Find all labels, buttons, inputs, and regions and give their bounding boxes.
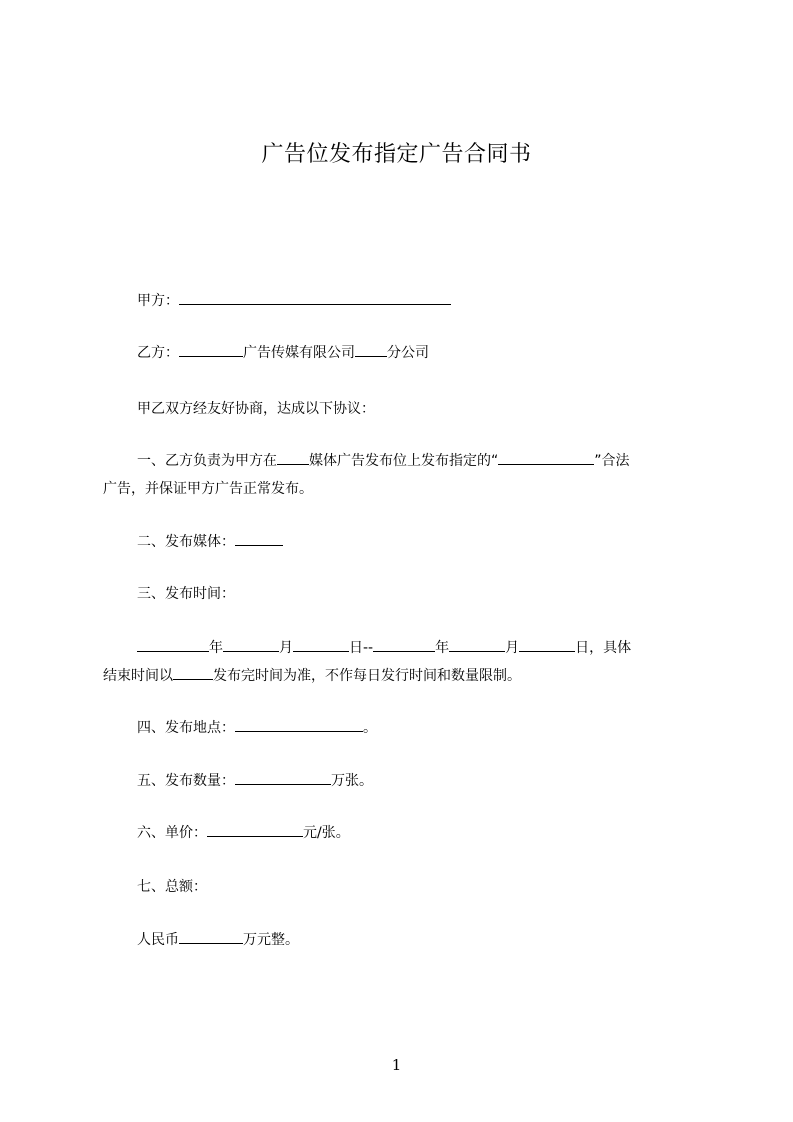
rmb-unit: 万元整。 bbox=[243, 932, 299, 948]
party-b-blank-1 bbox=[179, 342, 243, 357]
clause-5-blank bbox=[235, 770, 331, 785]
rmb-blank bbox=[179, 929, 243, 944]
start-day-blank bbox=[293, 637, 349, 652]
time-cont-2: 发布完时间为准，不作每日发行时间和数量限制。 bbox=[213, 668, 521, 684]
rmb-line bbox=[137, 929, 299, 951]
clause-5-label: 五、发布数量： bbox=[137, 773, 235, 789]
end-month-blank bbox=[449, 637, 505, 652]
clause-4-end: 。 bbox=[363, 720, 377, 736]
document-title: 广告位发布指定广告合同书 bbox=[261, 142, 532, 167]
clause-4-label: 四、发布地点： bbox=[137, 720, 235, 736]
rmb-label: 人民币 bbox=[137, 932, 179, 948]
clause-6-blank bbox=[207, 822, 303, 837]
time-cont-1: 结束时间以 bbox=[103, 668, 173, 684]
party-b-label: 乙方： bbox=[137, 345, 179, 361]
clause-1-part-2: 媒体广告发布位上发布指定的“ bbox=[309, 453, 499, 469]
time-blank-item bbox=[173, 665, 213, 680]
clause-5-unit: 万张。 bbox=[331, 773, 373, 789]
clause-7-label: 七、总额： bbox=[137, 879, 207, 895]
clause-3-label: 三、发布时间： bbox=[137, 586, 235, 602]
clause-1-blank-media bbox=[277, 450, 309, 465]
clause-2 bbox=[137, 531, 283, 553]
clause-1 bbox=[103, 447, 699, 503]
clause-2-blank bbox=[235, 531, 283, 546]
party-a-line bbox=[137, 290, 451, 312]
clause-5 bbox=[137, 770, 373, 792]
clause-2-label: 二、发布媒体： bbox=[137, 534, 235, 550]
end-day-blank bbox=[519, 637, 575, 652]
intro-text: 甲乙双方经友好协商，达成以下协议： bbox=[137, 401, 375, 417]
clause-1-blank-ad bbox=[498, 450, 594, 465]
party-b-branch: 分公司 bbox=[387, 345, 429, 361]
clause-1-part-1: 一、乙方负责为甲方在 bbox=[137, 453, 277, 469]
time-clause bbox=[103, 634, 699, 690]
start-year-blank bbox=[137, 637, 209, 652]
page-number: 1 bbox=[391, 1056, 402, 1074]
end-year-blank bbox=[373, 637, 435, 652]
end-year-label: 年 bbox=[435, 640, 450, 656]
start-day-label: 日-- bbox=[349, 640, 374, 656]
party-b-blank-2 bbox=[355, 342, 387, 357]
party-a-blank bbox=[179, 290, 451, 305]
start-month-label: 月 bbox=[279, 640, 293, 656]
party-b-line bbox=[137, 342, 429, 364]
clause-6 bbox=[137, 822, 350, 844]
party-a-label: 甲方： bbox=[137, 293, 179, 309]
clause-6-label: 六、单价： bbox=[137, 825, 207, 841]
start-year-label: 年 bbox=[209, 640, 223, 656]
clause-6-unit: 元/张。 bbox=[303, 825, 350, 841]
clause-4 bbox=[137, 717, 377, 739]
clause-1-part-4: 广告，并保证甲方广告正常发布。 bbox=[103, 481, 313, 497]
clause-4-blank bbox=[235, 717, 363, 732]
end-month-label: 月 bbox=[505, 640, 520, 656]
clause-1-part-3: ”合法 bbox=[594, 453, 630, 469]
party-b-company: 广告传媒有限公司 bbox=[243, 345, 355, 361]
start-month-blank bbox=[223, 637, 279, 652]
end-day-label: 日，具体 bbox=[575, 640, 632, 656]
